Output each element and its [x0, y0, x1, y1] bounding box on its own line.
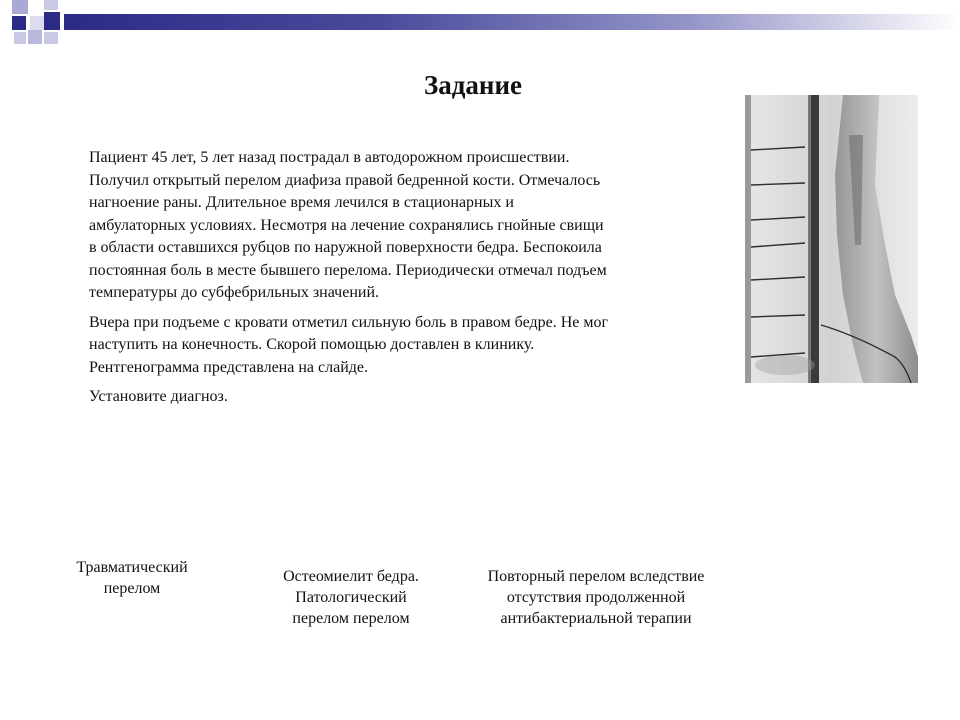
decor-square [28, 30, 42, 44]
case-paragraph: Вчера при подъеме с кровати отметил сильную боль в правом бедре. Не мог наступить на конечность. Скорой помощью доставлен в клинику. Рентгенограмма представлена на слайде. [89, 313, 609, 376]
case-paragraph: Пациент 45 лет, 5 лет назад пострадал в автодорожном происшествии. Получил открытый перелом диафиза правой бедренной кости. Отмечалось нагноение раны. Длительное время лечился в стационарных и амбулаторных условиях. Несмотря на лечение сохранялись гнойные свищи в области оставшихся рубцов по наружной поверхности бедра. Беспокоила постоянная боль в месте бывшего перелома. Периодически отмечал подъем температуры до субфебрильных значений. [89, 149, 607, 301]
decor-square [44, 12, 60, 30]
decor-square [12, 0, 28, 14]
decor-square [44, 0, 58, 10]
decor-square [14, 32, 26, 44]
task-question: Установите диагноз. [89, 388, 228, 405]
answer-option[interactable]: Повторный перелом вследствие отсутствия продолженной антибактериальной терапии [487, 568, 705, 627]
decor-square [44, 32, 58, 44]
header-gradient-bar [64, 14, 960, 30]
slide-title: Задание [423, 70, 522, 100]
answer-option[interactable]: Травматический перелом [76, 559, 188, 597]
decor-square [12, 16, 26, 30]
xray-image [745, 95, 918, 383]
answer-option[interactable]: Остеомиелит бедра. Патологический перелом перелом [283, 568, 419, 627]
task-description [89, 147, 609, 416]
decor-square [30, 16, 44, 30]
